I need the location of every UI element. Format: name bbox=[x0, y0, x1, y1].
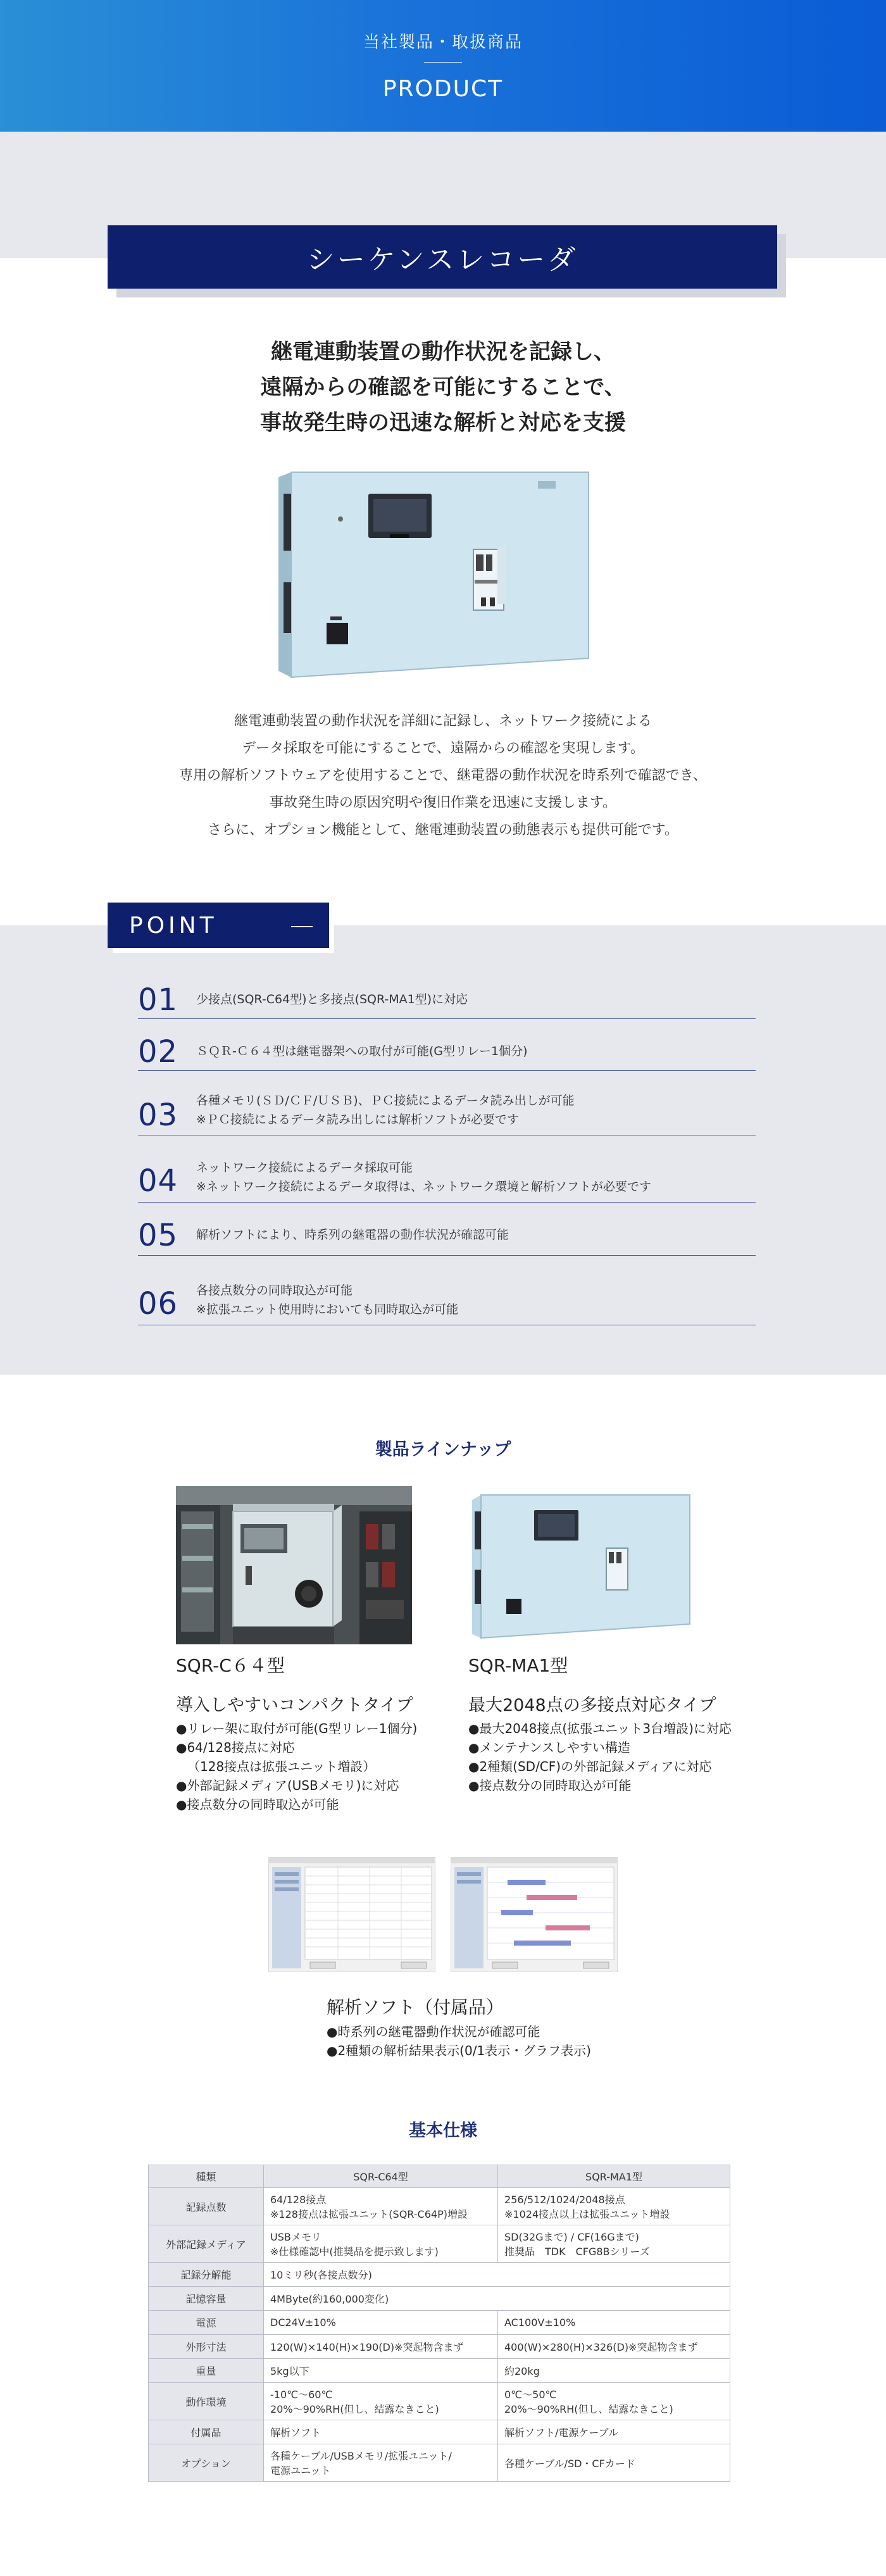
table-row bbox=[149, 2359, 730, 2383]
table-cell: -10℃〜60℃ 20%〜90%RH(但し、結露なきこと) bbox=[264, 2383, 498, 2420]
table-cell: SD(32Gまで) / CF(16Gまで) 推奨品 TDK CFG8Bシリーズ bbox=[498, 2225, 730, 2263]
row-label: 重量 bbox=[149, 2359, 264, 2383]
point-number: 06 bbox=[138, 1286, 178, 1322]
point-line: 各種メモリ(ＳＤ/ＣＦ/ＵＳＢ)、ＰＣ接続によるデータ読み出しが可能 bbox=[196, 1094, 575, 1108]
product-tagline: 導入しやすいコンパクトタイプ bbox=[176, 1696, 413, 1715]
point-item bbox=[138, 979, 756, 1019]
device-photo-icon bbox=[468, 1492, 702, 1641]
point-line: ※拡張ユニット使用時においても同時取込が可能 bbox=[196, 1303, 459, 1316]
table-cell: 400(W)×280(H)×326(D)※突起物含まず bbox=[498, 2335, 730, 2359]
point-text bbox=[196, 1158, 651, 1196]
software-screen-icon bbox=[451, 1857, 618, 1972]
row-label: 外部記録メディア bbox=[149, 2225, 264, 2263]
point-heading-dash bbox=[291, 926, 313, 927]
table-cell: 256/512/1024/2048接点 ※1024接点以上は拡張ユニット増設 bbox=[498, 2188, 730, 2225]
description-line: さらに、オプション機能として、継電連動装置の動態表示も提供可能です。 bbox=[208, 822, 678, 838]
point-heading-box bbox=[108, 903, 329, 948]
table-row bbox=[149, 2287, 730, 2311]
lead-text bbox=[0, 334, 886, 441]
spec-heading: 基本仕様 bbox=[409, 2121, 477, 2141]
header-subtitle: 当社製品・取扱商品 bbox=[363, 33, 523, 52]
table-cell: 64/128接点 ※128接点は拡張ユニット(SQR-C64P)増設 bbox=[264, 2188, 498, 2225]
point-text bbox=[196, 1091, 575, 1129]
table-cell: 解析ソフト bbox=[264, 2420, 498, 2444]
table-row bbox=[149, 2335, 730, 2359]
point-number: 03 bbox=[138, 1097, 178, 1133]
header-title: PRODUCT bbox=[382, 76, 504, 102]
product-features bbox=[468, 1719, 732, 1795]
feature-item: ●接点数分の同時取込が可能 bbox=[176, 1797, 339, 1812]
row-label: 記録分解能 bbox=[149, 2263, 264, 2287]
table-header-row bbox=[149, 2165, 730, 2188]
feature-item: ●外部記録メディア(USBメモリ)に対応 bbox=[176, 1778, 399, 1793]
point-line: 各接点数分の同時取込が可能 bbox=[196, 1284, 353, 1297]
lead-line: 事故発生時の迅速な解析と対応を支援 bbox=[260, 410, 626, 435]
table-row bbox=[149, 2263, 730, 2287]
table-cell: 10ミリ秒(各接点数分) bbox=[264, 2263, 730, 2287]
feature-item: （128接点は拡張ユニット増設） bbox=[187, 1759, 376, 1774]
table-cell: 各種ケーブル/SD・CFカード bbox=[498, 2444, 730, 2482]
point-heading: POINT bbox=[129, 913, 218, 939]
column-header: 種類 bbox=[149, 2165, 264, 2188]
point-number: 05 bbox=[138, 1218, 178, 1253]
feature-item: ●2種類(SD/CF)の外部記録メディアに対応 bbox=[468, 1759, 712, 1774]
row-label: 記憶容量 bbox=[149, 2287, 264, 2311]
point-item bbox=[138, 1214, 756, 1256]
column-header: SQR-C64型 bbox=[264, 2165, 498, 2188]
feature-item: ●時系列の継電器動作状況が確認可能 bbox=[327, 2024, 540, 2039]
row-label: 外形寸法 bbox=[149, 2335, 264, 2359]
table-row bbox=[149, 2420, 730, 2444]
table-cell: AC100V±10% bbox=[498, 2311, 730, 2335]
point-item bbox=[138, 1270, 756, 1325]
point-text: 少接点(SQR-C64型)と多接点(SQR-MA1型)に対応 bbox=[196, 992, 468, 1006]
point-number: 04 bbox=[138, 1163, 178, 1199]
row-label: 動作環境 bbox=[149, 2383, 264, 2420]
table-cell: USBメモリ ※仕様確認中(推奨品を提示致します) bbox=[264, 2225, 498, 2263]
column-header: SQR-MA1型 bbox=[498, 2165, 730, 2188]
description-line: 事故発生時の原因究明や復旧作業を迅速に支援します。 bbox=[269, 795, 617, 811]
lineup-heading: 製品ラインナップ bbox=[375, 1440, 511, 1460]
point-text bbox=[196, 1281, 458, 1319]
table-row bbox=[149, 2311, 730, 2335]
description-text bbox=[0, 708, 886, 844]
software-screen-icon bbox=[268, 1857, 435, 1972]
table-cell: 4MByte(約160,000変化) bbox=[264, 2287, 730, 2311]
feature-item: ●接点数分の同時取込が可能 bbox=[468, 1778, 632, 1793]
product-name: SQR-C６４型 bbox=[176, 1655, 285, 1676]
lead-line: 継電連動装置の動作状況を記録し、 bbox=[271, 339, 615, 365]
table-cell: DC24V±10% bbox=[264, 2311, 498, 2335]
point-item bbox=[138, 1082, 756, 1135]
point-line: ※ＰＣ接続によるデータ読み出しには解析ソフトが必要です bbox=[196, 1113, 519, 1127]
table-row bbox=[149, 2383, 730, 2420]
feature-item: ●メンテナンスしやすい構造 bbox=[468, 1740, 630, 1755]
row-label: 付属品 bbox=[149, 2420, 264, 2444]
device-rack-photo-icon bbox=[176, 1486, 412, 1644]
table-cell: 5kg以下 bbox=[264, 2359, 498, 2383]
software-features bbox=[327, 2022, 591, 2060]
point-number: 02 bbox=[138, 1034, 178, 1070]
table-row bbox=[149, 2188, 730, 2225]
product-name: SQR-MA1型 bbox=[468, 1655, 568, 1676]
feature-item: ●最大2048接点(拡張ユニット3台増設)に対応 bbox=[468, 1721, 732, 1736]
point-text: ＳＱＲ-Ｃ６４型は継電器架への取付が可能(G型リレー1個分) bbox=[196, 1044, 528, 1058]
product-title-box bbox=[108, 225, 777, 289]
description-line: データ採取を可能にすることで、遠隔からの確認を実現します。 bbox=[242, 741, 644, 756]
product-title: シーケンスレコーダ bbox=[306, 244, 578, 276]
point-item bbox=[138, 1030, 756, 1071]
row-label: オプション bbox=[149, 2444, 264, 2482]
description-line: 専用の解析ソフトウェアを使用することで、継電器の動作状況を時系列で確認でき、 bbox=[179, 768, 707, 784]
software-name: 解析ソフト（付属品） bbox=[327, 1997, 504, 2018]
feature-item: ●64/128接点に対応 bbox=[176, 1740, 295, 1755]
table-cell: 120(W)×140(H)×190(D)※突起物含まず bbox=[264, 2335, 498, 2359]
table-cell: 解析ソフト/電源ケーブル bbox=[498, 2420, 730, 2444]
header-divider bbox=[424, 62, 462, 63]
description-line: 継電連動装置の動作状況を詳細に記録し、ネットワーク接続による bbox=[234, 713, 652, 729]
point-line: ネットワーク接続によるデータ採取可能 bbox=[196, 1161, 413, 1175]
product-features bbox=[176, 1719, 417, 1814]
spec-table bbox=[148, 2165, 730, 2482]
row-label: 電源 bbox=[149, 2311, 264, 2335]
point-text: 解析ソフトにより、時系列の継電器の動作状況が確認可能 bbox=[196, 1228, 509, 1242]
lead-line: 遠隔からの確認を可能にすることで、 bbox=[260, 375, 626, 400]
device-photo-icon bbox=[272, 468, 614, 684]
product-tagline: 最大2048点の多接点対応タイプ bbox=[468, 1696, 716, 1715]
table-row bbox=[149, 2444, 730, 2482]
point-item bbox=[138, 1147, 756, 1203]
row-label: 記録点数 bbox=[149, 2188, 264, 2225]
feature-item: ●2種類の解析結果表示(0/1表示・グラフ表示) bbox=[327, 2043, 591, 2058]
point-line: ※ネットワーク接続によるデータ取得は、ネットワーク環境と解析ソフトが必要です bbox=[196, 1180, 651, 1194]
table-cell: 各種ケーブル/USBメモリ/拡張ユニット/ 電源ユニット bbox=[264, 2444, 498, 2482]
table-cell: 約20kg bbox=[498, 2359, 730, 2383]
page-header bbox=[0, 0, 886, 132]
feature-item: ●リレー架に取付が可能(G型リレー1個分) bbox=[176, 1721, 418, 1736]
table-row bbox=[149, 2225, 730, 2263]
point-number: 01 bbox=[138, 982, 178, 1018]
table-cell: 0℃〜50℃ 20%〜90%RH(但し、結露なきこと) bbox=[498, 2383, 730, 2420]
